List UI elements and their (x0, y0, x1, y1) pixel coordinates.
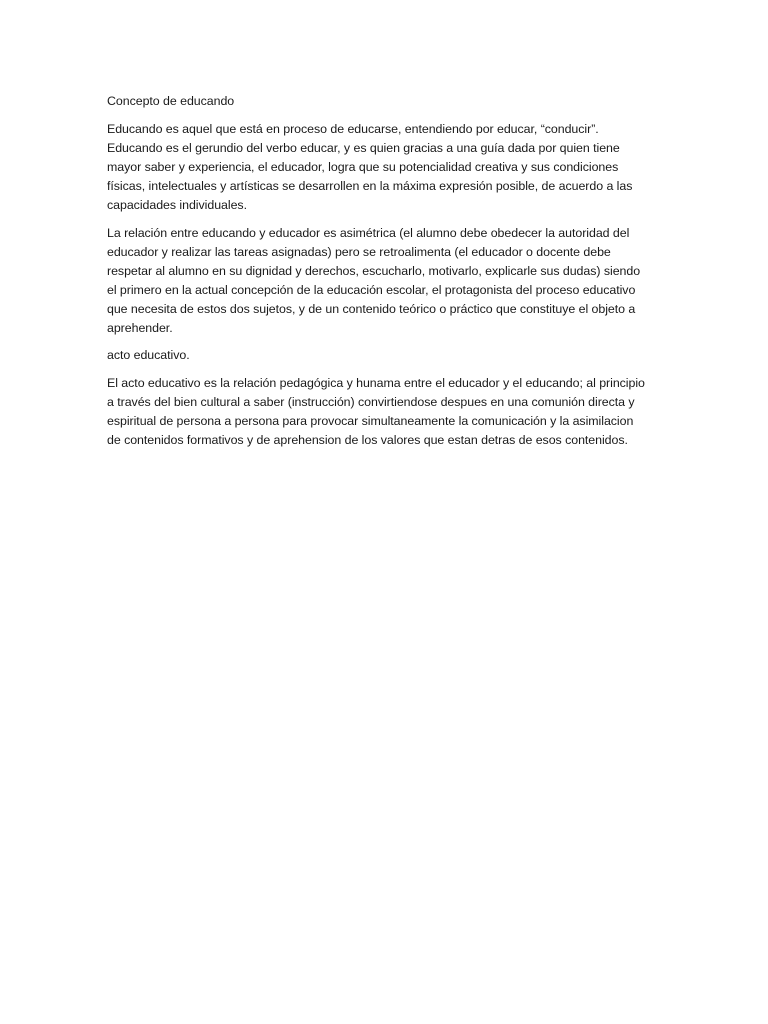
heading-text: Concepto de educando (107, 94, 235, 108)
paragraph-line: físicas, intelectuales y artísticas se desarrollen en la máxima expresión posible, de acuerdo a las (107, 179, 633, 193)
heading-concepto-de-educando (107, 92, 663, 111)
paragraph-line: de contenidos formativos y de aprehension de los valores que estan detras de esos contenidos. (107, 433, 628, 447)
paragraph-line: capacidades individuales. (107, 198, 247, 212)
paragraph-line: Educando es aquel que está en proceso de educarse, entendiendo por educar, “conducir”. (107, 122, 599, 136)
paragraph-line: a través del bien cultural a saber (instrucción) convirtiendose despues en una comunión directa y (107, 395, 635, 409)
heading-text: acto educativo. (107, 348, 190, 362)
paragraph-line: El acto educativo es la relación pedagógica y hunama entre el educador y el educando; al principio (107, 376, 645, 390)
paragraph-educando-definition (107, 120, 663, 215)
paragraph-line: La relación entre educando y educador es asimétrica (el alumno debe obedecer la autoridad del (107, 226, 630, 240)
paragraph-line: el primero en la actual concepción de la educación escolar, el protagonista del proceso educativo (107, 283, 636, 297)
paragraph-line: Educando es el gerundio del verbo educar, y es quien gracias a una guía dada por quien tiene (107, 141, 620, 155)
paragraph-acto-educativo (107, 374, 663, 450)
paragraph-line: que necesita de estos dos sujetos, y de un contenido teórico o práctico que constituye el objeto a (107, 302, 636, 316)
paragraph-line: educador y realizar las tareas asignadas) pero se retroalimenta (el educador o docente debe (107, 245, 611, 259)
paragraph-line: mayor saber y experiencia, el educador, logra que su potencialidad creativa y sus condiciones (107, 160, 619, 174)
heading-acto-educativo (107, 346, 663, 365)
paragraph-relacion-educando-educador (107, 224, 663, 338)
paragraph-line: respetar al alumno en su dignidad y derechos, escucharlo, motivarlo, explicarle sus dudas) siendo (107, 264, 641, 278)
paragraph-line: aprehender. (107, 321, 173, 335)
paragraph-line: espiritual de persona a persona para provocar simultaneamente la comunicación y la asimilacion (107, 414, 634, 428)
